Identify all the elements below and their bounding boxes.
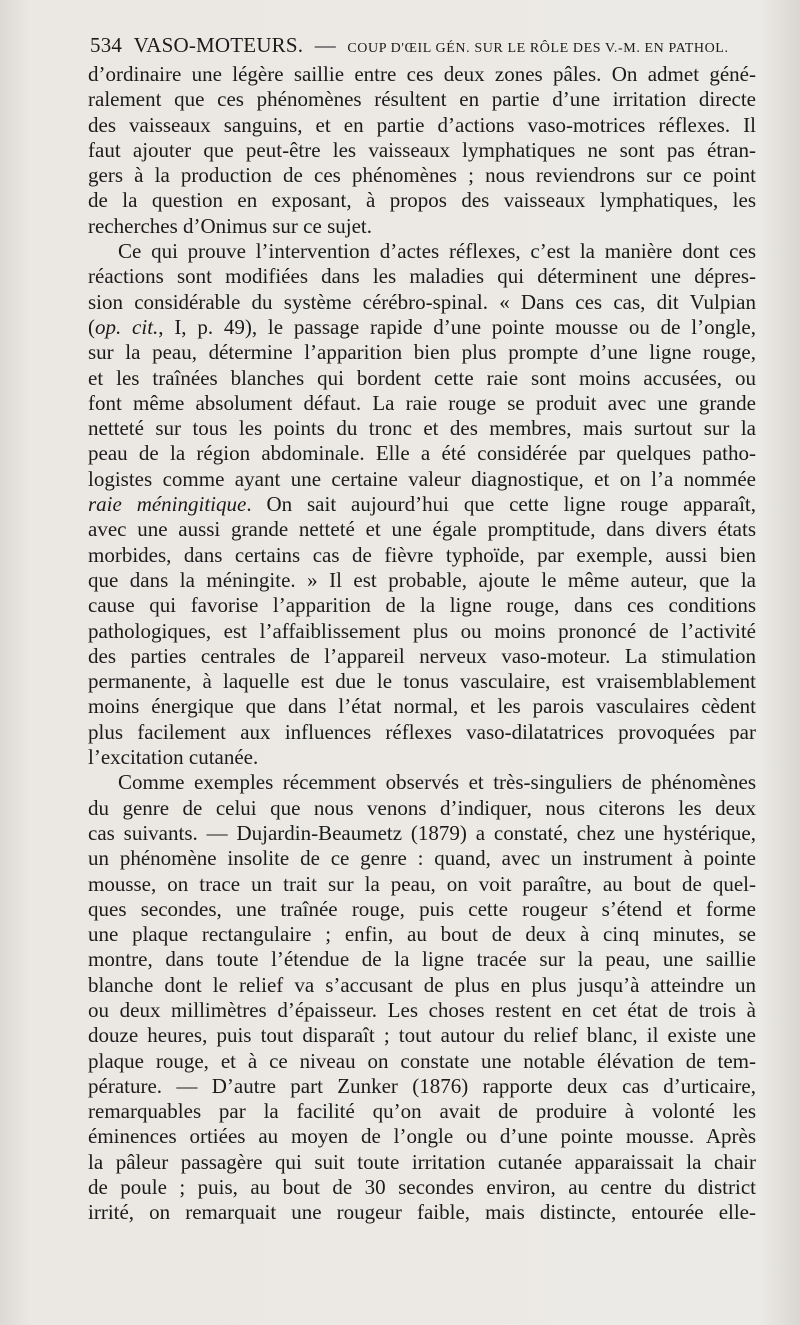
text-line: cas suivants. — Dujardin-Beaumetz (1879) a constaté, chez une hystérique, xyxy=(88,820,756,845)
text-line: de la question en exposant, à propos des vaisseaux lymphatiques, les xyxy=(88,188,756,213)
text-line: ralement que ces phénomènes résultent en partie d’une irritation directe xyxy=(88,87,756,112)
text-line: ou deux millimètres d’épaisseur. Les choses restent en cet état de trois à xyxy=(88,997,756,1022)
text-line: font même absolument défaut. La raie rouge se produit avec une grande xyxy=(88,390,756,415)
text-line: permanente, à laquelle est due le tonus vasculaire, est vraisemblablement xyxy=(88,669,756,694)
text-line: l’excitation cutanée. xyxy=(88,745,259,770)
text-line: pathologiques, est l’affaiblissement plus ou moins prononcé de l’activité xyxy=(88,618,756,643)
running-subtitle: COUP D'ŒIL GÉN. SUR LE RÔLE DES V.-M. EN PATHOL. xyxy=(347,41,729,56)
text-line: sur la peau, détermine l’apparition bien plus prompte d’une ligne rouge, xyxy=(88,340,756,365)
text-line: des vaisseaux sanguins, et en partie d’actions vaso-motrices réflexes. Il xyxy=(88,112,756,137)
text-line: moins énergique que dans l’état normal, et les parois vasculaires cèdent xyxy=(88,694,756,719)
text-line: sion considérable du système cérébro-spinal. « Dans ces cas, dit Vulpian xyxy=(88,289,756,314)
text-line: de poule ; puis, au bout de 30 secondes environ, au centre du district xyxy=(88,1175,756,1200)
text-line: ques secondes, une traînée rouge, puis cette rougeur s’étend et forme xyxy=(88,896,756,921)
running-title: VASO-MOTEURS. xyxy=(133,33,304,57)
text-line: réactions sont modifiées dans les maladies qui déterminent une dépres- xyxy=(88,264,756,289)
text-line: (op. cit., I, p. 49), le passage rapide d’une pointe mousse ou de l’ongle, xyxy=(88,314,756,339)
text-line: morbides, dans certains cas de fièvre typhoïde, par exemple, aussi bien xyxy=(88,542,756,567)
text-line: faut ajouter que peut-être les vaisseaux lymphatiques ne sont pas étran- xyxy=(88,137,756,162)
text-line: plus facilement aux influences réflexes vaso-dilatatrices provoquées par xyxy=(88,719,756,744)
text-line: un phénomène insolite de ce genre : quand, avec un instrument à pointe xyxy=(88,846,756,871)
header-dash: — xyxy=(314,33,336,57)
text-line: logistes comme ayant une certaine valeur diagnostique, et on l’a nommée xyxy=(88,466,756,491)
text-line: montre, dans toute l’étendue de la ligne tracée sur la peau, une saillie xyxy=(88,947,756,972)
page-number: 534 xyxy=(90,33,123,57)
text-line: pérature. — D’autre part Zunker (1876) rapporte deux cas d’urticaire, xyxy=(88,1073,756,1098)
text-line: recherches d’Onimus sur ce sujet. xyxy=(88,213,372,238)
text-line: netteté sur tous les points du tronc et des membres, mais surtout sur la xyxy=(88,416,756,441)
text-line: Comme exemples récemment observés et très-singuliers de phénomènes xyxy=(118,770,756,795)
text-line: que dans la méningite. » Il est probable, ajoute le même auteur, que la xyxy=(88,567,756,592)
text-line: une plaque rectangulaire ; enfin, au bout de deux à cinq minutes, se xyxy=(88,922,756,947)
text-line: la pâleur passagère qui suit toute irritation cutanée apparaissait la chair xyxy=(88,1149,756,1174)
body-text xyxy=(88,62,756,1226)
text-line: blanche dont le relief va s’accusant de plus en plus jusqu’à atteindre un xyxy=(88,972,756,997)
text-line: Ce qui prouve l’intervention d’actes réflexes, c’est la manière dont ces xyxy=(118,239,756,264)
text-line: d’ordinaire une légère saillie entre ces deux zones pâles. On admet géné- xyxy=(88,62,756,86)
text-line: plaque rouge, et à ce niveau on constate une notable élévation de tem- xyxy=(88,1048,756,1073)
text-line: des parties centrales de l’appareil nerveux vaso-moteur. La stimulation xyxy=(88,643,756,668)
text-line: douze heures, puis tout disparaît ; tout autour du relief blanc, il existe une xyxy=(88,1023,756,1048)
text-line: gers à la production de ces phénomènes ; nous reviendrons sur ce point xyxy=(88,163,756,188)
text-line: irrité, on remarquait une rougeur faible, mais distincte, entourée elle- xyxy=(88,1200,756,1225)
text-line: et les traînées blanches qui bordent cette raie sont moins accusées, ou xyxy=(88,365,756,390)
running-header xyxy=(90,30,755,60)
text-line: avec une aussi grande netteté et une égale promptitude, dans divers états xyxy=(88,517,756,542)
text-line: éminences ortiées au moyen de l’ongle ou d’une pointe mousse. Après xyxy=(88,1124,756,1149)
text-line: mousse, on trace un trait sur la peau, on voit paraître, au bout de quel- xyxy=(88,871,756,896)
text-line: du genre de celui que nous venons d’indiquer, nous citerons les deux xyxy=(88,795,756,820)
text-line: raie méningitique. On sait aujourd’hui que cette ligne rouge apparaît, xyxy=(88,492,756,517)
text-line: cause qui favorise l’apparition de la ligne rouge, dans ces conditions xyxy=(88,593,756,618)
text-line: remarquables par la facilité qu’on avait de produire à volonté les xyxy=(88,1099,756,1124)
text-line: peau de la région abdominale. Elle a été considérée par quelques patho- xyxy=(88,441,756,466)
